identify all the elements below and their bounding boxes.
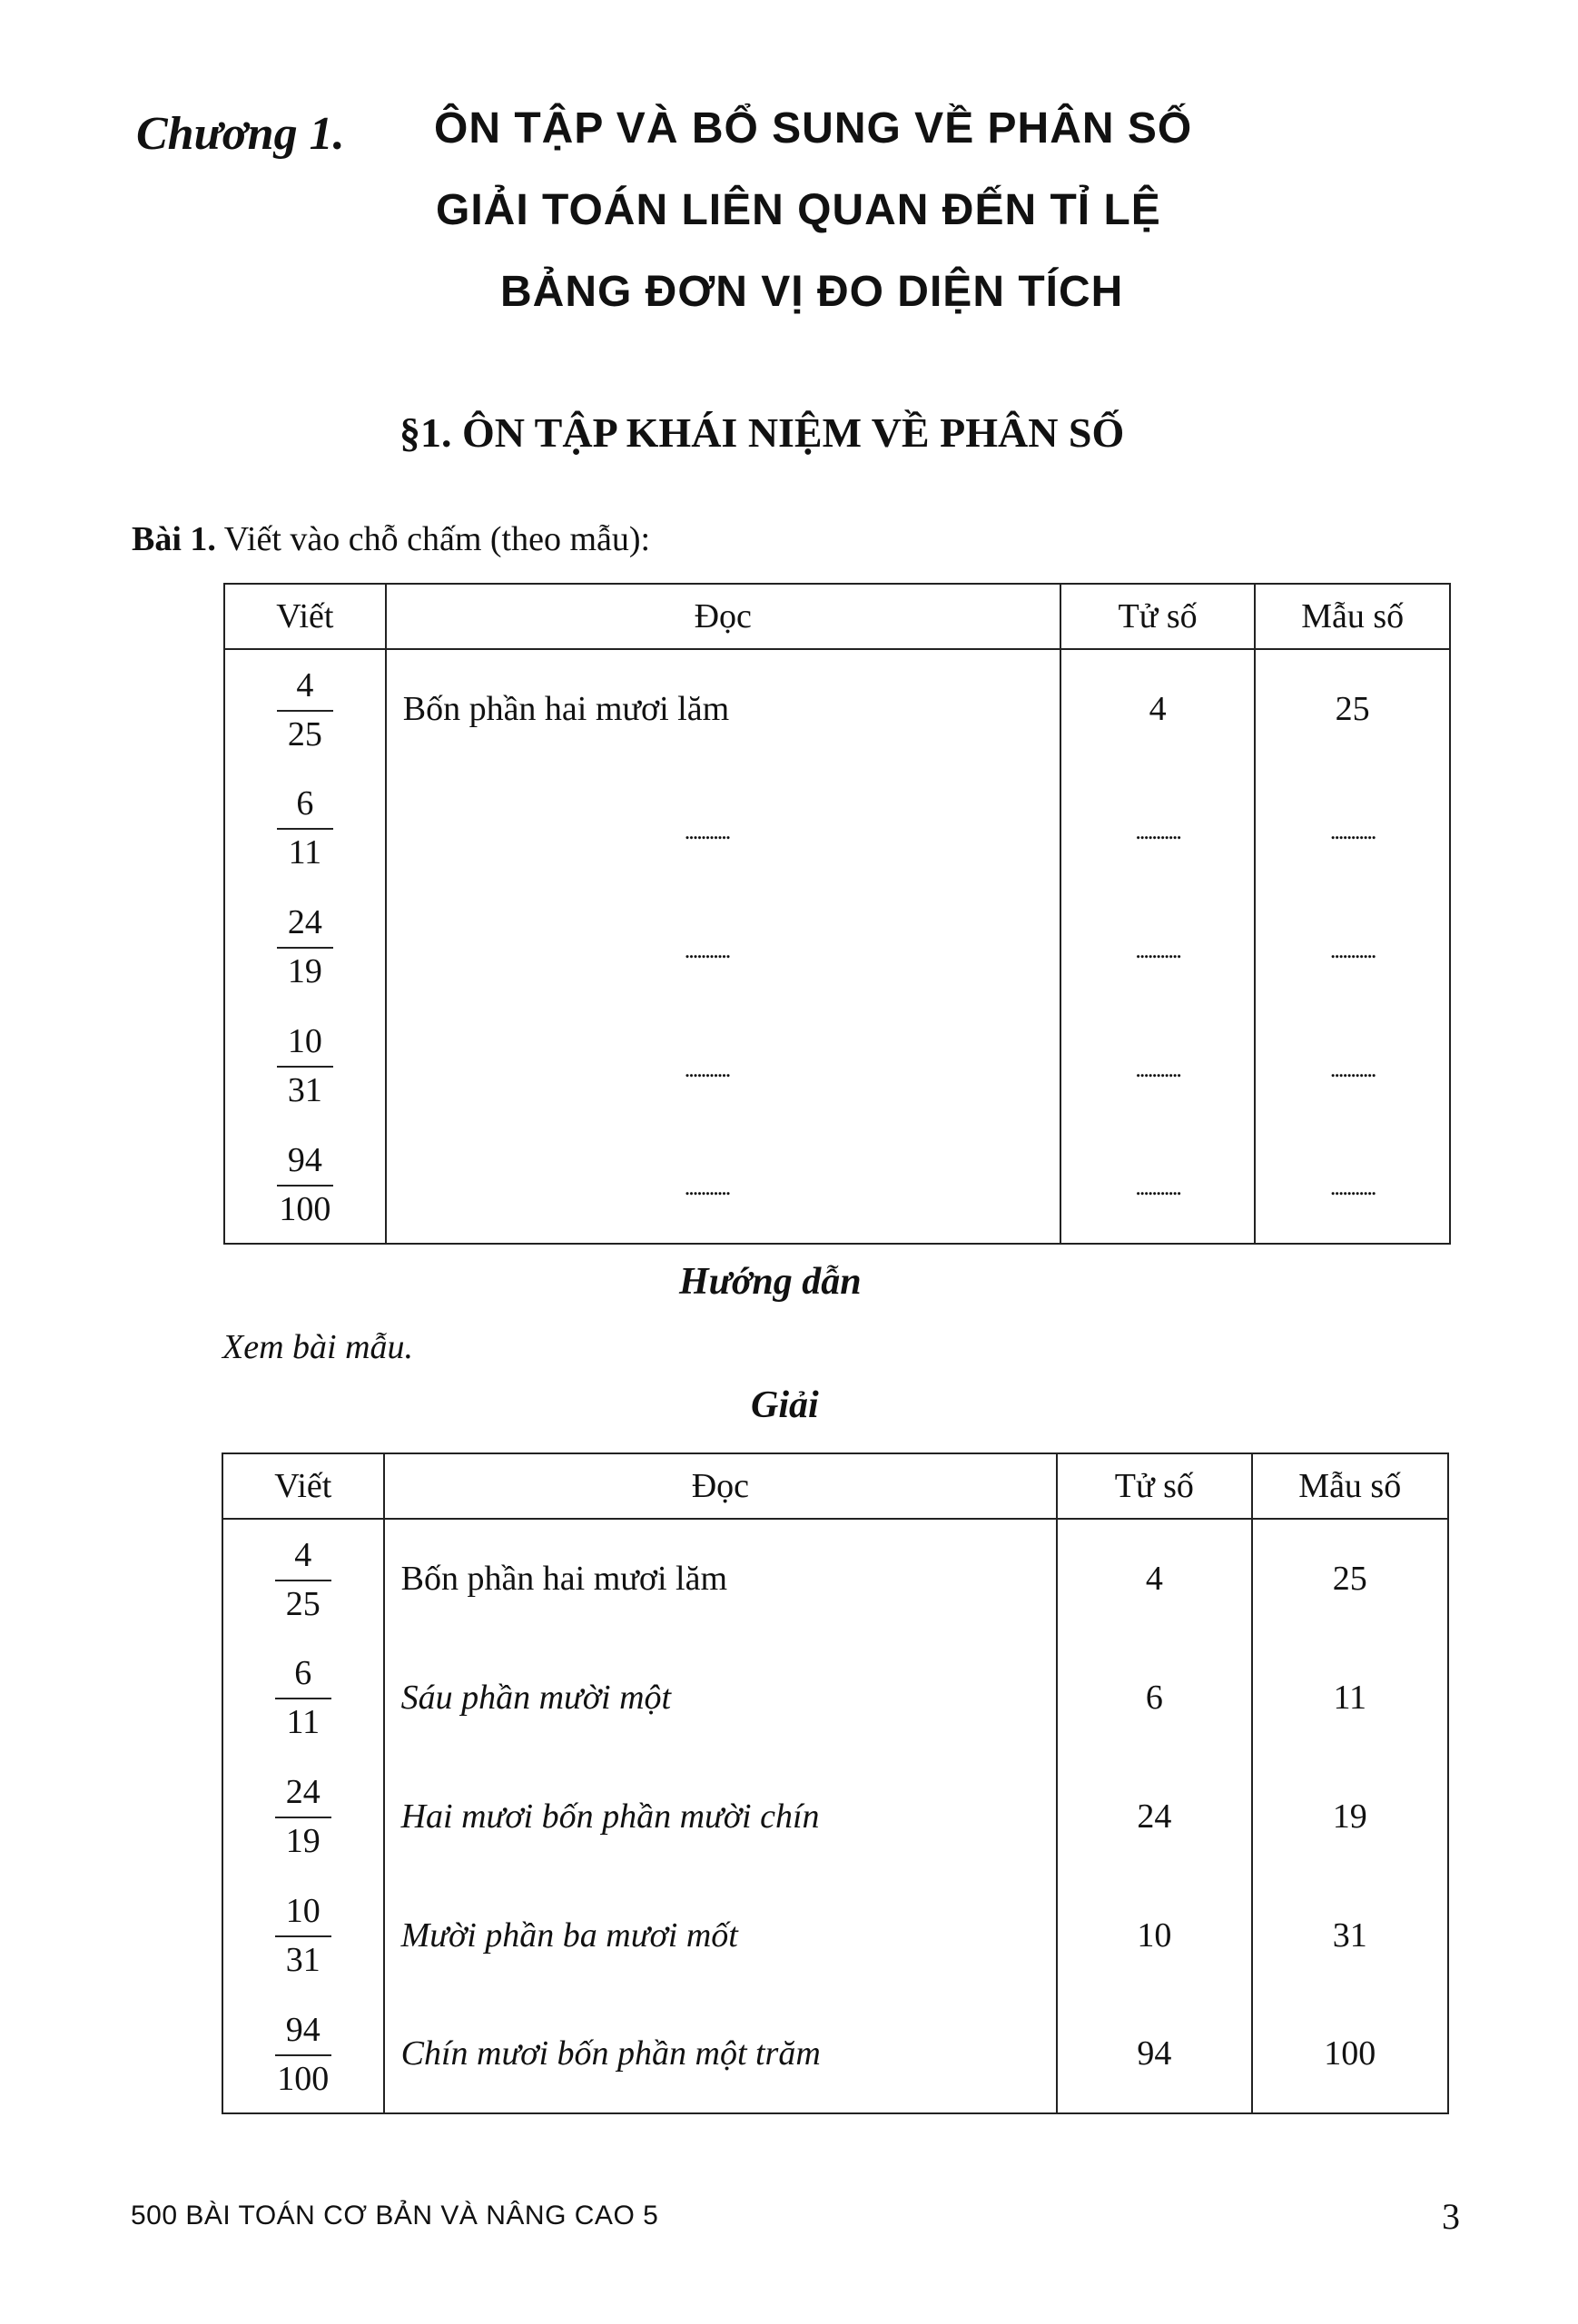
reading-cell [386,768,1060,887]
chapter-title-line-1: ÔN TẬP VÀ BỔ SUNG VỀ PHÂN SỐ [434,104,1193,153]
fraction-numerator: 94 [287,1140,322,1179]
reading-text: ........... [684,1055,730,1082]
fraction-numerator: 4 [294,1535,312,1574]
denominator-cell [1255,649,1450,768]
reading-cell [386,887,1060,1006]
fraction-bar [275,1817,331,1818]
numerator-cell [1060,1125,1256,1244]
numerator-value: 24 [1137,1797,1172,1836]
exercise-prompt [132,519,650,559]
table-row [224,887,1450,1006]
reading-cell [386,1125,1060,1244]
fraction [277,1024,333,1109]
fraction-denominator: 19 [285,1822,321,1860]
numerator-value: ........... [1135,936,1180,963]
fraction-denominator: 100 [279,1189,331,1228]
table-row [224,1125,1450,1244]
denominator-value: ........... [1329,1055,1376,1082]
numerator-value: 94 [1137,2034,1172,2073]
fraction-numerator: 24 [287,903,322,942]
numerator-value: ........... [1135,1174,1180,1200]
header-denominator: Mẫu số [1255,584,1450,649]
reading-text: Mười phần ba mươi mốt [400,1915,738,1955]
fraction [277,665,333,753]
denominator-value: ........... [1329,1174,1376,1200]
fraction-cell [222,1757,384,1876]
page-number: 3 [1442,2196,1460,2237]
denominator-cell [1255,768,1450,887]
reading-text: Sáu phần mười một [400,1678,672,1717]
fraction [275,1656,331,1741]
fraction-cell [222,1519,384,1638]
fraction-denominator: 31 [287,1071,322,1109]
fraction [275,1535,331,1623]
reading-text: ........... [684,817,730,844]
reading-text: Bốn phần hai mươi lăm [400,1560,728,1598]
reading-cell [384,1757,1058,1876]
fraction-denominator: 11 [288,833,322,872]
fraction-bar [277,947,333,949]
numerator-value: 6 [1145,1678,1163,1717]
reading-cell [384,1876,1058,1994]
fraction-denominator: 19 [287,952,322,990]
fraction-denominator: 31 [285,1941,321,1979]
numerator-value: 4 [1145,1560,1163,1598]
reading-cell [384,1638,1058,1757]
header-denominator: Mẫu số [1252,1453,1448,1519]
numerator-cell [1057,1876,1251,1994]
fraction-cell [222,1638,384,1757]
table-row [224,649,1450,768]
header-write: Viết [222,1453,384,1519]
fraction-denominator: 100 [277,2059,330,2098]
table-row [222,1757,1448,1876]
section-title: §1. ÔN TẬP KHÁI NIỆM VỀ PHÂN SỐ [399,409,1125,456]
fraction-cell [224,887,386,1006]
numerator-value: ........... [1135,1055,1180,1082]
fraction-cell [224,768,386,887]
header-read: Đọc [386,584,1060,649]
denominator-value: 19 [1332,1797,1367,1836]
denominator-cell [1255,1006,1450,1125]
denominator-value: ........... [1329,817,1376,844]
numerator-value: 10 [1137,1915,1172,1955]
reading-cell [386,1006,1060,1125]
fraction-numerator: 24 [285,1773,321,1812]
numerator-cell [1057,1994,1251,2113]
fraction-numerator: 94 [285,2010,321,2049]
fraction-bar [275,2054,331,2056]
table-row [224,1006,1450,1125]
guide-title: Hướng dẫn [679,1261,862,1303]
fraction-bar [277,1066,333,1068]
header-write: Viết [224,584,386,649]
denominator-cell [1252,1876,1448,1994]
header-read: Đọc [384,1453,1058,1519]
reading-cell [384,1519,1058,1638]
fraction-numerator: 6 [294,1654,312,1693]
fraction-cell [224,1125,386,1244]
fraction-denominator: 11 [286,1703,321,1741]
numerator-cell [1060,768,1256,887]
denominator-cell [1255,887,1450,1006]
reading-text: Bốn phần hai mươi lăm [402,690,730,728]
header-numerator: Tử số [1060,584,1256,649]
table-row [224,768,1450,887]
fraction-numerator: 10 [285,1892,321,1931]
numerator-cell [1057,1519,1251,1638]
fraction-denominator: 25 [285,1584,321,1623]
denominator-cell [1252,1757,1448,1876]
numerator-value: 4 [1149,690,1167,728]
fraction-bar [277,710,333,712]
numerator-value: ........... [1135,817,1180,844]
reading-cell [386,649,1060,768]
fraction-numerator: 4 [296,665,314,704]
reading-text: ........... [684,936,730,963]
table-header-row [224,584,1450,649]
numerator-cell [1057,1638,1251,1757]
table-row [222,1876,1448,1994]
exercise-label: Bài 1. [132,520,216,558]
exercise-instruction: Viết vào chỗ chấm (theo mẫu): [223,520,651,558]
denominator-value: 11 [1333,1678,1367,1717]
numerator-cell [1060,887,1256,1006]
fraction-bar [275,1698,331,1699]
fraction-numerator: 6 [296,784,314,823]
guide-text: Xem bài mẫu. [222,1328,414,1366]
table-row [222,1994,1448,2113]
fraction-cell [224,649,386,768]
chapter-title-line-3: BẢNG ĐƠN VỊ ĐO DIỆN TÍCH [500,268,1124,316]
reading-text: ........... [684,1174,730,1200]
fraction-bar [277,1185,333,1187]
header-numerator: Tử số [1057,1453,1251,1519]
reading-text: Hai mươi bốn phần mười chín [400,1797,820,1836]
fraction-denominator: 25 [287,714,322,753]
denominator-cell [1252,1994,1448,2113]
denominator-value: 25 [1335,690,1370,728]
chapter-label: Chương 1. [136,108,345,160]
numerator-cell [1060,1006,1256,1125]
chapter-title-line-2: GIẢI TOÁN LIÊN QUAN ĐẾN TỈ LỆ [436,186,1161,234]
fraction [277,905,333,990]
fraction [273,1140,336,1228]
table-header-row [222,1453,1448,1519]
fraction [277,786,333,872]
table-row [222,1519,1448,1638]
fraction [271,2010,334,2098]
denominator-cell [1255,1125,1450,1244]
denominator-cell [1252,1519,1448,1638]
denominator-value: 100 [1324,2034,1376,2073]
denominator-value: ........... [1329,936,1376,963]
fraction-cell [222,1994,384,2113]
numerator-cell [1060,649,1256,768]
reading-text: Chín mươi bốn phần một trăm [400,2034,821,2073]
reading-cell [384,1994,1058,2113]
fraction-cell [224,1006,386,1125]
table-row [222,1638,1448,1757]
denominator-value: 25 [1332,1560,1367,1598]
solution-table [222,1452,1449,2114]
fraction-bar [275,1935,331,1937]
exercise-table [223,583,1451,1245]
denominator-value: 31 [1332,1915,1367,1955]
fraction-bar [277,828,333,830]
denominator-cell [1252,1638,1448,1757]
footer-book-title: 500 BÀI TOÁN CƠ BẢN VÀ NÂNG CAO 5 [131,2201,659,2230]
fraction-bar [275,1580,331,1581]
fraction [275,1894,331,1979]
solution-title: Giải [751,1384,819,1426]
fraction [275,1775,331,1860]
fraction-cell [222,1876,384,1994]
fraction-numerator: 10 [287,1022,322,1061]
numerator-cell [1057,1757,1251,1876]
